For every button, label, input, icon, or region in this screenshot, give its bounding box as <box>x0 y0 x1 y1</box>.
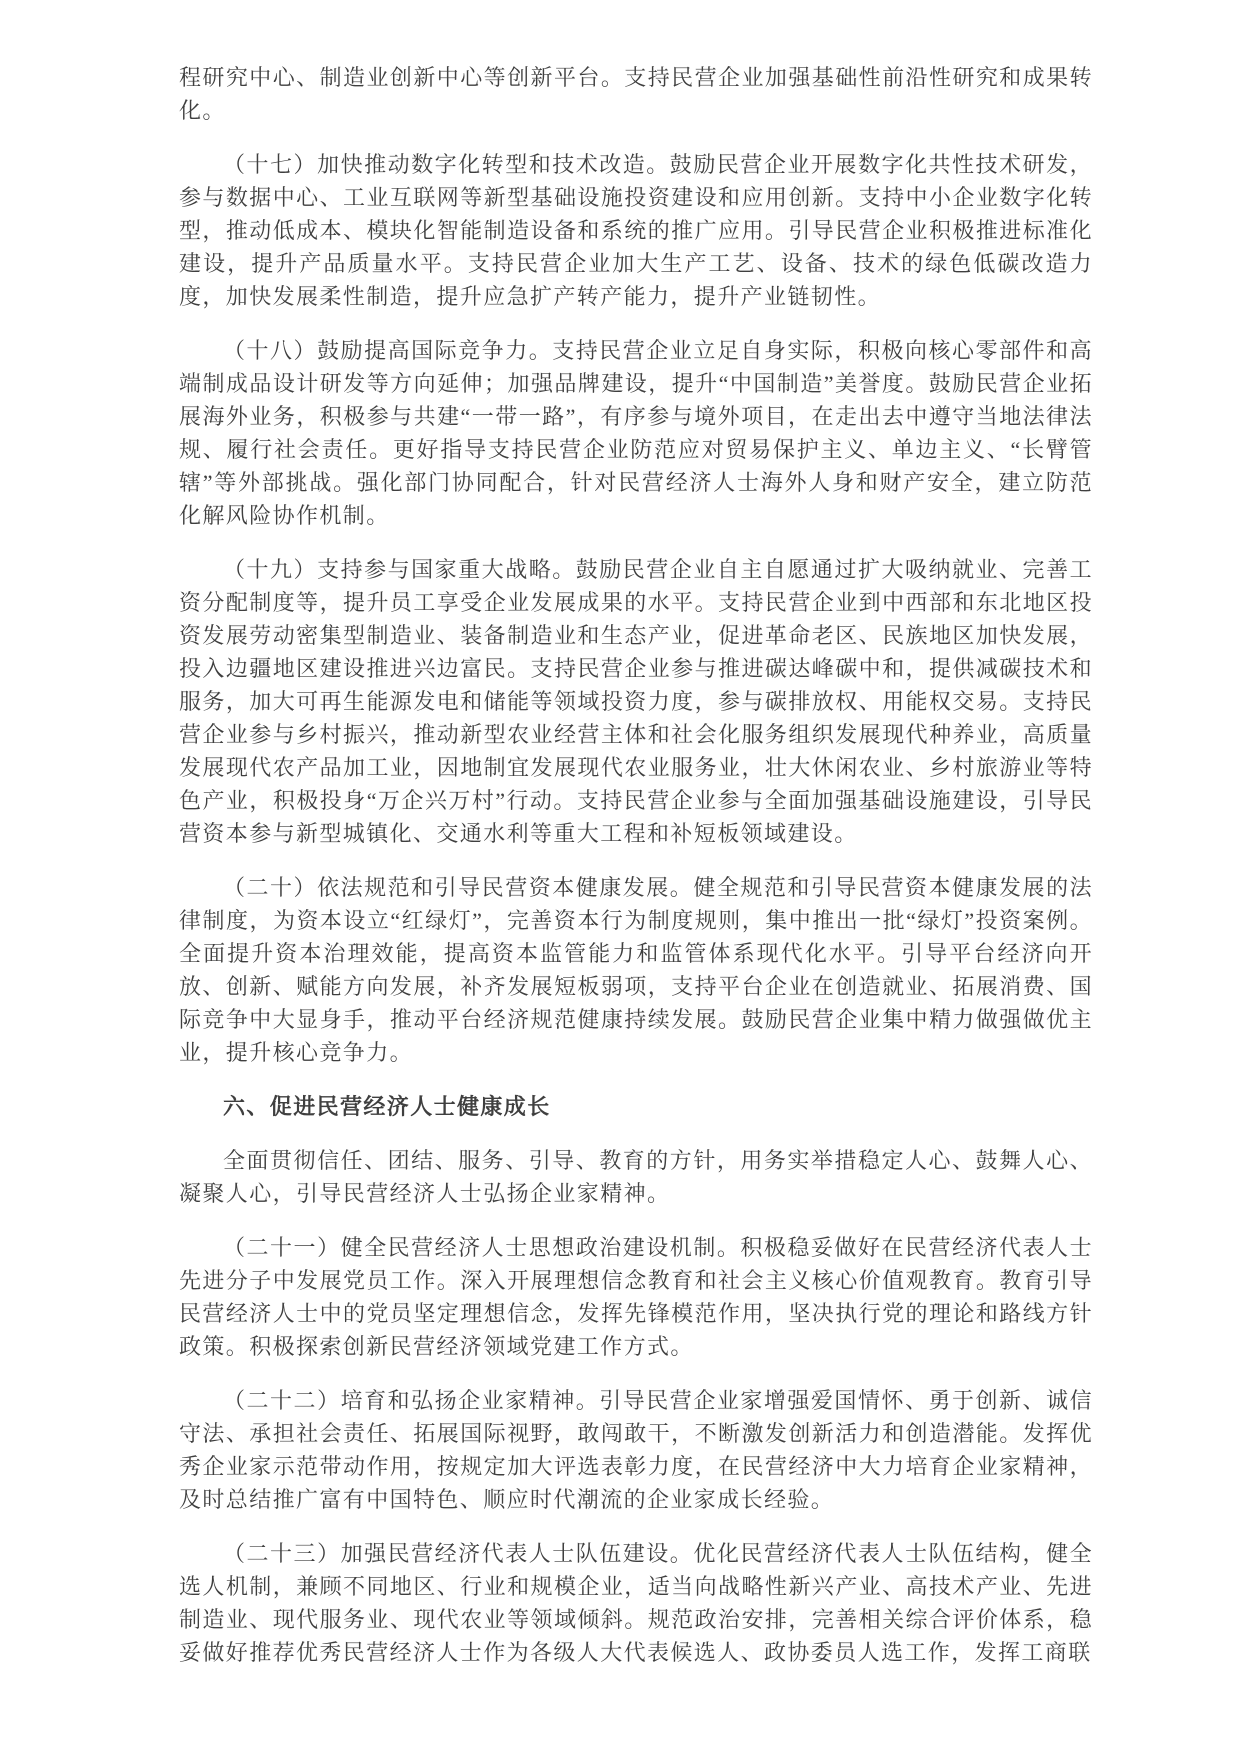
paragraph: （二十一）健全民营经济人士思想政治建设机制。积极稳妥做好在民营经济代表人士先进分子中发展党员工作。深入开展理想信念教育和社会主义核心价值观教育。教育引导民营经济人士中的党员坚定理想信念，发挥先锋模范作用，坚决执行党的理论和路线方针政策。积极探索创新民营经济领域党建工作方式。 <box>179 1235 1093 1359</box>
paragraph: 全面贯彻信任、团结、服务、引导、教育的方针，用务实举措稳定人心、鼓舞人心、凝聚人心，引导民营经济人士弘扬企业家精神。 <box>179 1148 1093 1206</box>
paragraph: （二十二）培育和弘扬企业家精神。引导民营企业家增强爱国情怀、勇于创新、诚信守法、承担社会责任、拓展国际视野，敢闯敢干，不断激发创新活力和创造潜能。发挥优秀企业家示范带动作用，按规定加大评选表彰力度，在民营经济中大力培育企业家精神，及时总结推广富有中国特色、顺应时代潮流的企业家成长经验。 <box>179 1388 1093 1512</box>
paragraph: （二十三）加强民营经济代表人士队伍建设。优化民营经济代表人士队伍结构，健全选人机制，兼顾不同地区、行业和规模企业，适当向战略性新兴产业、高技术产业、先进制造业、现代服务业、现代农业等领域倾斜。规范政治安排，完善相关综合评价体系，稳妥做好推荐优秀民营经济人士作为各级人大代表候选人、政协委员人选工作，发挥工商联 <box>179 1541 1093 1665</box>
paragraph: （二十）依法规范和引导民营资本健康发展。健全规范和引导民营资本健康发展的法律制度，为资本设立“红绿灯”，完善资本行为制度规则，集中推出一批“绿灯”投资案例。全面提升资本治理效能，提高资本监管能力和监管体系现代化水平。引导平台经济向开放、创新、赋能方向发展，补齐发展短板弱项，支持平台企业在创造就业、拓展消费、国际竞争中大显身手，推动平台经济规范健康持续发展。鼓励民营企业集中精力做强做优主业，提升核心竞争力。 <box>179 875 1093 1065</box>
document-body <box>179 61 1093 1669</box>
paragraph: （十七）加快推动数字化转型和技术改造。鼓励民营企业开展数字化共性技术研发，参与数据中心、工业互联网等新型基础设施投资建设和应用创新。支持中小企业数字化转型，推动低成本、模块化智能制造设备和系统的推广应用。引导民营企业积极推进标准化建设，提升产品质量水平。支持民营企业加大生产工艺、设备、技术的绿色低碳改造力度，加快发展柔性制造，提升应急扩产转产能力，提升产业链韧性。 <box>179 152 1093 309</box>
paragraph: （十八）鼓励提高国际竞争力。支持民营企业立足自身实际，积极向核心零部件和高端制成品设计研发等方向延伸；加强品牌建设，提升“中国制造”美誉度。鼓励民营企业拓展海外业务，积极参与共建“一带一路”，有序参与境外项目，在走出去中遵守当地法律法规、履行社会责任。更好指导支持民营企业防范应对贸易保护主义、单边主义、“长臂管辖”等外部挑战。强化部门协同配合，针对民营经济人士海外人身和财产安全，建立防范化解风险协作机制。 <box>179 338 1093 528</box>
section-heading: 六、促进民营经济人士健康成长 <box>223 1094 551 1119</box>
paragraph: 程研究中心、制造业创新中心等创新平台。支持民营企业加强基础性前沿性研究和成果转化。 <box>179 65 1093 123</box>
paragraph: （十九）支持参与国家重大战略。鼓励民营企业自主自愿通过扩大吸纳就业、完善工资分配制度等，提升员工享受企业发展成果的水平。支持民营企业到中西部和东北地区投资发展劳动密集型制造业、装备制造业和生态产业，促进革命老区、民族地区加快发展，投入边疆地区建设推进兴边富民。支持民营企业参与推进碳达峰碳中和，提供减碳技术和服务，加大可再生能源发电和储能等领域投资力度，参与碳排放权、用能权交易。支持民营企业参与乡村振兴，推动新型农业经营主体和社会化服务组织发展现代种养业，高质量发展现代农产品加工业，因地制宜发展现代农业服务业，壮大休闲农业、乡村旅游业等特色产业，积极投身“万企兴万村”行动。支持民营企业参与全面加强基础设施建设，引导民营资本参与新型城镇化、交通水利等重大工程和补短板领域建设。 <box>179 557 1093 846</box>
